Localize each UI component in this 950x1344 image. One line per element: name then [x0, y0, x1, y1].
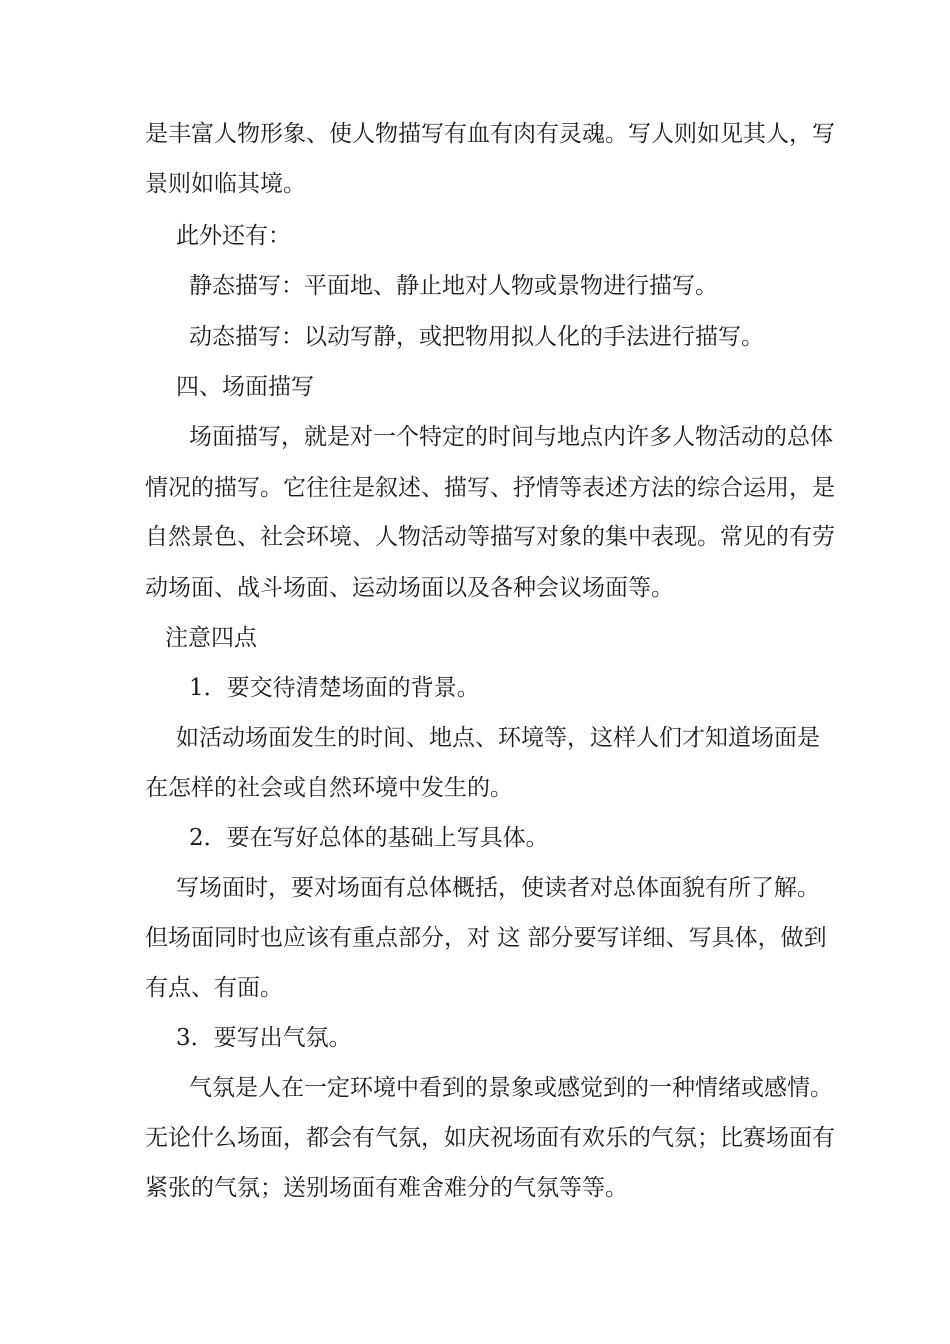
section-heading: 四、场面描写 — [176, 374, 314, 400]
subsection-heading: 注意四点 — [165, 625, 257, 651]
text-line: 动态描写：以动写静，或把物用拟人化的手法进行描写。 — [189, 324, 764, 350]
numbered-point: 2．要在写好总体的基础上写具体。 — [189, 825, 549, 851]
numbered-point: 3．要写出气氛。 — [176, 1025, 352, 1051]
text-line: 情况的描写。它往往是叙述、描写、抒情等表述方法的综合运用，是 — [145, 475, 835, 501]
text-line: 有点、有面。 — [145, 975, 283, 1001]
text-line: 写场面时，要对场面有总体概括，使读者对总体面貌有所了解。 — [176, 875, 820, 901]
text-line: 无论什么场面，都会有气氛，如庆祝场面有欢乐的气氛；比赛场面有 — [145, 1125, 835, 1151]
text-line: 在怎样的社会或自然环境中发生的。 — [145, 775, 513, 801]
text-line: 气氛是人在一定环境中看到的景象或感觉到的一种情绪或感情。 — [189, 1075, 833, 1101]
numbered-point: 1．要交待清楚场面的背景。 — [189, 675, 480, 701]
text-line: 动场面、战斗场面、运动场面以及各种会议场面等。 — [145, 575, 674, 601]
text-line: 但场面同时也应该有重点部分，对 这 部分要写详细、写具体，做到 — [145, 925, 827, 951]
text-line: 景则如临其境。 — [145, 171, 306, 197]
text-line: 场面描写，就是对一个特定的时间与地点内许多人物活动的总体 — [189, 424, 833, 450]
text-line: 如活动场面发生的时间、地点、环境等，这样人们才知道场面是 — [176, 725, 820, 751]
text-line: 此外还有： — [176, 223, 291, 249]
text-line: 紧张的气氛；送别场面有难舍难分的气氛等等。 — [145, 1175, 628, 1201]
text-line: 是丰富人物形象、使人物描写有血有肉有灵魂。写人则如见其人，写 — [145, 121, 835, 147]
text-line: 静态描写：平面地、静止地对人物或景物进行描写。 — [189, 273, 718, 299]
text-line: 自然景色、社会环境、人物活动等描写对象的集中表现。常见的有劳 — [145, 524, 835, 550]
